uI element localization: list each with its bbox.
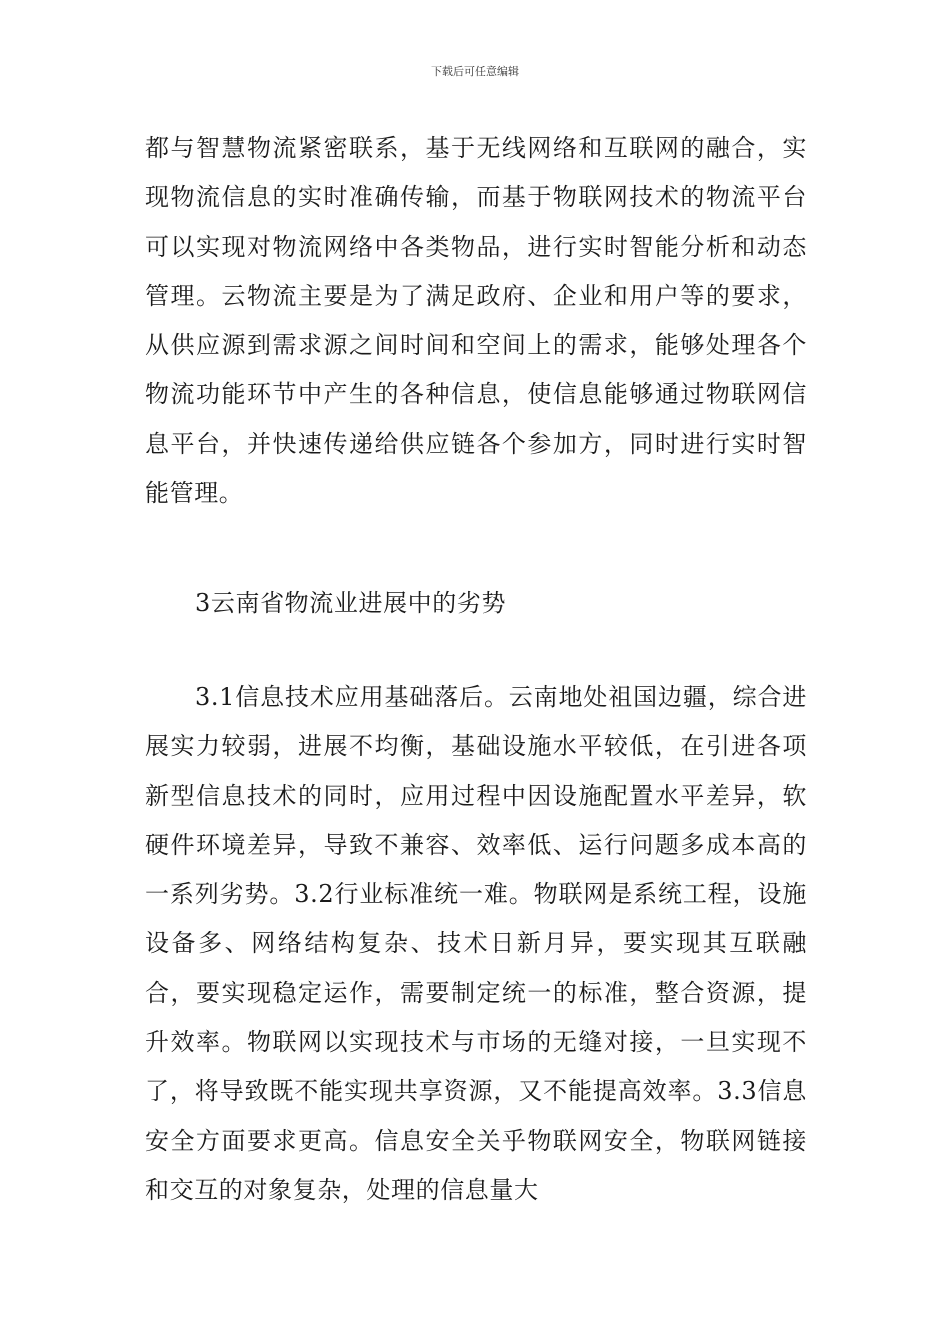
body-paragraph-1: 都与智慧物流紧密联系，基于无线网络和互联网的融合，实现物流信息的实时准确传输，而基于物联网技术的物流平台可以实现对物流网络中各类物品，进行实时智能分析和动态管理。云物流主要是为了满足政府、企业和用户等的要求，从供应源到需求源之间时间和空间上的需求，能够处理各个物流功能环节中产生的各种信息，使信息能够通过物联网信息平台，并快速传递给供应链各个参加方，同时进行实时智能管理。 <box>145 134 807 508</box>
body-paragraph-2: 3.1信息技术应用基础落后。云南地处祖国边疆，综合进展实力较弱，进展不均衡，基础设施水平较低，在引进各项新型信息技术的同时，应用过程中因设施配置水平差异，软硬件环境差异，导致不兼容、效率低、运行问题多成本高的一系列劣势。3.2行业标准统一难。物联网是系统工程，设施设备多、网络结构复杂、技术日新月异，要实现其互联融合，要实现稳定运作，需要制定统一的标准，整合资源，提升效率。物联网以实现技术与市场的无缝对接，一旦实现不了，将导致既不能实现共享资源，又不能提高效率。3.3信息安全方面要求更高。信息安全关乎物联网安全，物联网链接和交互的对象复杂，处理的信息量大 <box>145 683 807 1204</box>
page-header-note: 下载后可任意编辑 <box>431 65 519 78</box>
section-heading: 3云南省物流业进展中的劣势 <box>195 589 507 617</box>
